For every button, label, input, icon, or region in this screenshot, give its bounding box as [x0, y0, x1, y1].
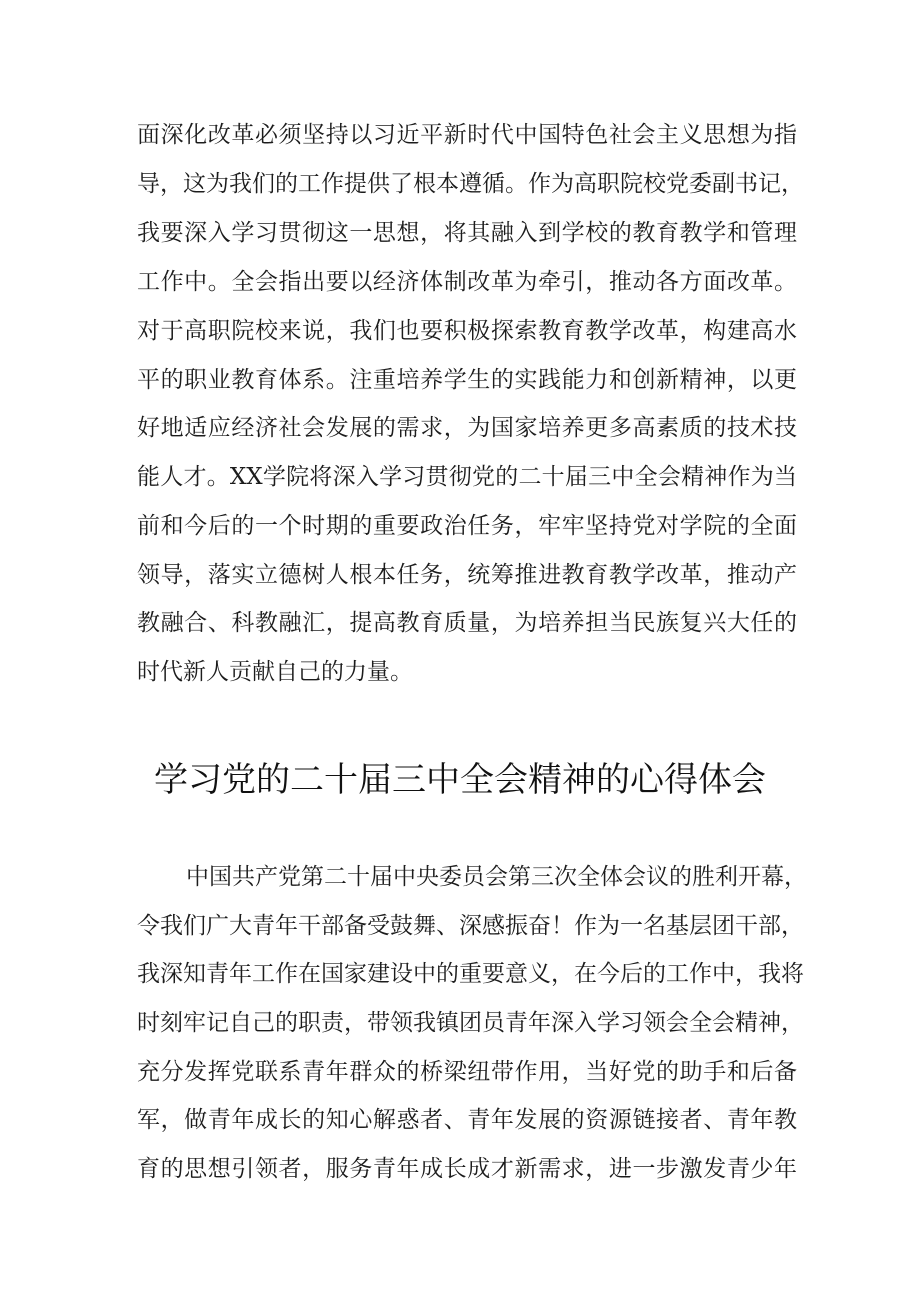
paragraph-line: 平的职业教育体系。注重培养学生的实践能力和创新精神，以更	[137, 367, 797, 393]
paragraph-line: 领导，落实立德树人根本任务，统筹推进教育教学改革，推动产	[137, 562, 797, 588]
paragraph-line: 育的思想引领者，服务青年成长成才新需求，进一步激发青少年	[137, 1156, 797, 1182]
article-heading: 学习党的二十届三中全会精神的心得体会	[154, 760, 766, 800]
paragraph-line: 中国共产党第二十届中央委员会第三次全体会议的胜利开幕，	[186, 864, 807, 890]
paragraph-line: 时刻牢记自己的职责，带领我镇团员青年深入学习领会全会精神，	[137, 1010, 804, 1036]
paragraph-line: 对于高职院校来说，我们也要积极探索教育教学改革，构建高水	[137, 318, 797, 344]
paragraph-line: 好地适应经济社会发展的需求，为国家培养更多高素质的技术技	[137, 415, 797, 441]
paragraph-line: 能人才。XX学院将深入学习贯彻党的二十届三中全会精神作为当	[137, 464, 797, 490]
paragraph-line: 我要深入学习贯彻这一思想，将其融入到学校的教育教学和管理	[137, 220, 797, 246]
paragraph-line: 前和今后的一个时期的重要政治任务，牢牢坚持党对学院的全面	[137, 513, 797, 539]
paragraph-line: 时代新人贡献自己的力量。	[137, 659, 413, 685]
paragraph-line: 教融合、科教融汇，提高教育质量，为培养担当民族复兴大任的	[137, 610, 797, 636]
paragraph-line: 导，这为我们的工作提供了根本遵循。作为高职院校党委副书记，	[137, 171, 804, 197]
paragraph-line: 军，做青年成长的知心解惑者、青年发展的资源链接者、青年教	[137, 1107, 797, 1133]
paragraph-line: 面深化改革必须坚持以习近平新时代中国特色社会主义思想为指	[137, 122, 797, 148]
paragraph-line: 令我们广大青年干部备受鼓舞、深感振奋！作为一名基层团干部，	[137, 913, 804, 939]
paragraph-line: 充分发挥党联系青年群众的桥梁纽带作用，当好党的助手和后备	[137, 1059, 797, 1085]
paragraph-line: 我深知青年工作在国家建设中的重要意义，在今后的工作中，我将	[137, 961, 804, 987]
paragraph-line: 工作中。全会指出要以经济体制改革为牵引，推动各方面改革。	[137, 269, 797, 295]
